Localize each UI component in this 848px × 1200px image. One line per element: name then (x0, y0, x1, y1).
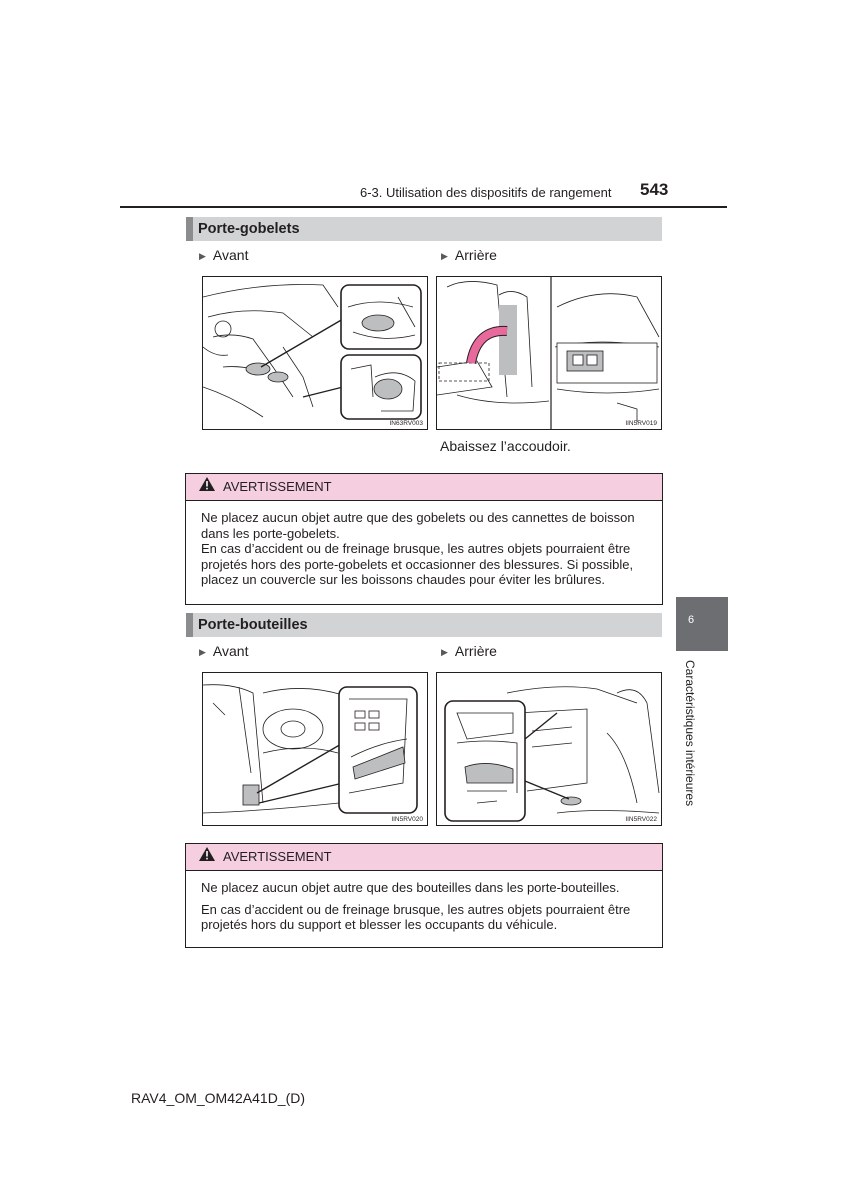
triangle-bullet-icon: ▶ (441, 251, 448, 261)
figure-code: IIN5RV022 (625, 816, 657, 823)
warning-header (186, 474, 662, 501)
warning-body (186, 501, 662, 588)
triangle-bullet-icon: ▶ (441, 647, 448, 657)
warning-paragraph: Ne placez aucun objet autre que des gobelets ou des cannettes de boisson dans les porte-gobelets. (201, 510, 635, 541)
figure-front-bottle-holder (202, 672, 428, 826)
figure-code: IIN5RV020 (391, 816, 423, 823)
bottle-rear-label: ▶ Arrière (441, 643, 497, 659)
section-title-bottle-holders: Porte-bouteilles (186, 613, 662, 637)
warning-title: AVERTISSEMENT (223, 849, 332, 864)
figure-rear-cup-holder (436, 276, 662, 430)
page-number: 543 (640, 180, 669, 199)
cup-rear-label: ▶ Arrière (441, 247, 497, 263)
figure-rear-bottle-holder (436, 672, 662, 826)
header-section-title: 6-3. Utilisation des dispositifs de rangement (360, 185, 612, 200)
warning-paragraph: Ne placez aucun objet autre que des bouteilles dans les porte-bouteilles. (201, 880, 620, 895)
rear-caption: Abaissez l’accoudoir. (440, 438, 571, 454)
chapter-number: 6 (687, 614, 695, 626)
cup-front-label: ▶ Avant (199, 247, 249, 263)
warning-paragraph: En cas d’accident ou de freinage brusque, les autres objets pourraient être projetés hors du support et blesser les occupants du véhicule. (201, 901, 631, 932)
figure-front-cup-holder (202, 276, 428, 430)
figure-code: IIN5RV019 (625, 420, 657, 427)
warning-paragraph: En cas d’accident ou de freinage brusque, les autres objets pourraient être projetés hors des porte-gobelets et occasionner des blessures. Si possible, placez un couvercle sur les boissons chaudes pour éviter les brûlures. (201, 541, 634, 587)
triangle-bullet-icon: ▶ (199, 647, 206, 657)
figure-code: IN63RV003 (389, 420, 423, 427)
warning-title: AVERTISSEMENT (223, 479, 332, 494)
bottle-front-label: ▶ Avant (199, 643, 249, 659)
warning-triangle-icon (199, 844, 215, 870)
header-rule (120, 206, 727, 208)
section-title-cup-holders: Porte-gobelets (186, 217, 662, 241)
footer-document-code: RAV4_OM_OM42A41D_(D) (131, 1090, 306, 1106)
chapter-title: Caractéristiques intérieures (683, 660, 697, 807)
warning-header (186, 844, 662, 871)
warning-triangle-icon (199, 474, 215, 500)
triangle-bullet-icon: ▶ (199, 251, 206, 261)
warning-box-cup-holders (185, 473, 663, 605)
warning-body (186, 871, 662, 933)
warning-box-bottle-holders (185, 843, 663, 948)
